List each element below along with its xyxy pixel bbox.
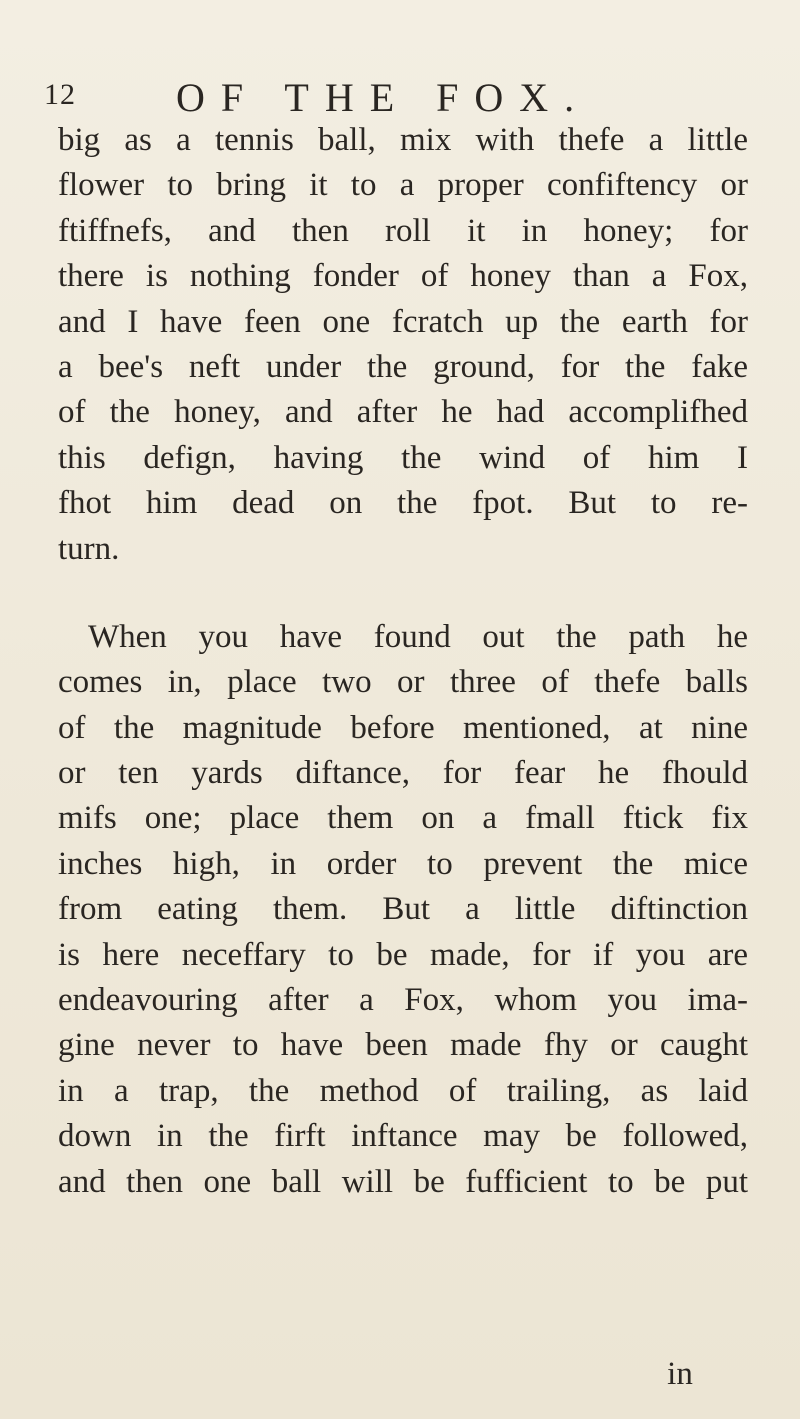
page-number: 12 xyxy=(44,78,76,111)
text-line: this defign, having the wind of him I xyxy=(58,439,748,476)
text-line: fhot him dead on the fpot. But to re- xyxy=(58,485,748,522)
text-line: or ten yards diftance, for fear he fhould xyxy=(58,755,748,792)
paragraph-gap xyxy=(58,572,748,615)
body-text xyxy=(58,118,748,1205)
text-line: When you have found out the path he xyxy=(88,618,748,655)
text-line: endeavouring after a Fox, whom you ima- xyxy=(58,982,748,1019)
text-line: down in the firft inftance may be followed, xyxy=(58,1118,748,1155)
text-line: flower to bring it to a proper confiftency or xyxy=(58,167,748,204)
text-line: turn. xyxy=(58,530,120,567)
text-line: in a trap, the method of trailing, as laid xyxy=(58,1072,748,1109)
text-line: and then one ball will be fufficient to be put xyxy=(58,1163,748,1200)
text-line: of the honey, and after he had accomplifhed xyxy=(58,394,748,431)
running-head: OF THE FOX. xyxy=(176,75,591,120)
text-line: gine never to have been made fhy or caught xyxy=(58,1027,748,1064)
text-line: mifs one; place them on a fmall ftick fix xyxy=(58,800,748,837)
text-line: there is nothing fonder of honey than a Fox, xyxy=(58,258,748,295)
page-header xyxy=(44,74,764,120)
text-line: of the magnitude before mentioned, at nine xyxy=(58,709,748,746)
text-line: and I have feen one fcratch up the earth for xyxy=(58,303,748,340)
text-line: from eating them. But a little diftinction xyxy=(58,891,748,928)
text-line: inches high, in order to prevent the mice xyxy=(58,845,748,882)
text-line: ftiffnefs, and then roll it in honey; for xyxy=(58,212,748,249)
text-line: comes in, place two or three of thefe balls xyxy=(58,664,748,701)
text-line: is here neceffary to be made, for if you are xyxy=(58,936,748,973)
catchword: in xyxy=(667,1356,693,1392)
text-line: a bee's neft under the ground, for the fake xyxy=(58,348,748,385)
text-line: big as a tennis ball, mix with thefe a little xyxy=(58,122,748,158)
